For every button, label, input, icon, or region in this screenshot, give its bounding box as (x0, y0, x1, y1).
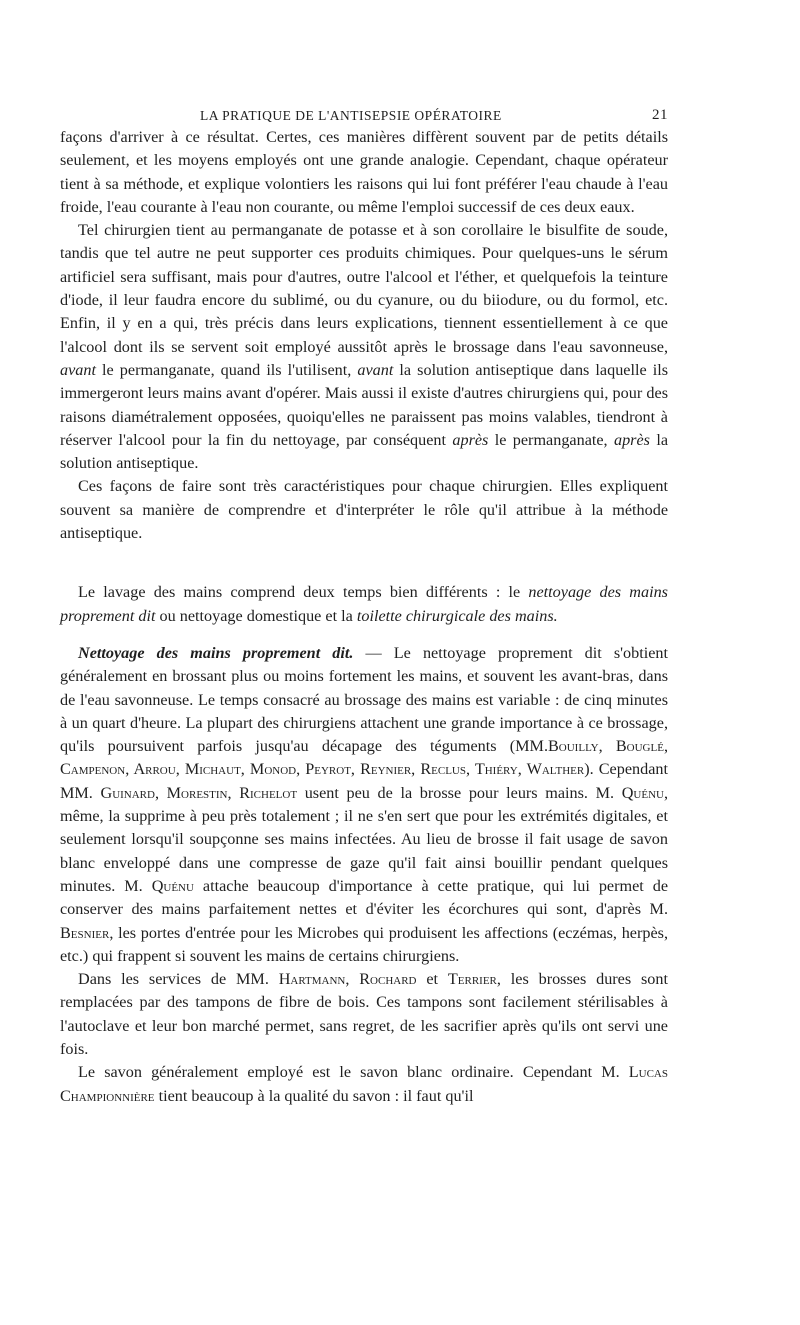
paragraph-5: Nettoyage des mains proprement dit. — Le nettoyage proprement dit s'obtient généralement en brossant plus ou moins fortement les mains, et souvent les avant-bras, dans de l'eau savonneuse. Le temps consacré au brossage des mains est variable : de cinq minutes à un quart d'heure. La plupart des chirurgiens attachent une grande importance à ce brossage, qu'ils poursuivent parfois jusqu'au décapage des téguments (MM.Bouilly, Bouglé, Campenon, Arrou, Michaut, Monod, Peyrot, Reynier, Reclus, Thiéry, Walther). Cependant MM. Guinard, Morestin, Richelot usent peu de la brosse pour leurs mains. M. Quénu, même, la supprime à peu près totalement ; il ne s'en sert que pour les extrémités digitales, et seulement lorsqu'il soupçonne ses mains infectées. Au lieu de brosse il fait usage de savon blanc enveloppé dans une compresse de gaze qu'il fait ainsi bouillir pendant quelques minutes. M. Quénu attache beaucoup d'importance à cette pratique, qui lui permet de conserver des mains parfaitement nettes et d'éviter les écorchures qui sont, d'après M. Besnier, les portes d'entrée pour les Microbes qui produisent les affections (eczémas, herpès, etc.) qui frappent si souvent les mains de certains chirurgiens. (60, 643, 669, 965)
paragraph-6: Dans les services de MM. Hartmann, Rochard et Terrier, les brosses dures sont remplacées par des tampons de fibre de bois. Ces tampons sont facilement stérilisables à l'autoclave et leur bon marché permet, sans regret, de les sacrifier après qu'ils ont servi une fois. (60, 970, 668, 1058)
section-heading: Nettoyage des mains proprement dit. (78, 643, 354, 662)
paragraph-1: façons d'arriver à ce résultat. Certes, ces manières diffèrent souvent par de petits détails seulement, et les moyens employés ont une grande analogie. Cependant, chaque opérateur tient à sa méthode, et explique volontiers les raisons qui lui font préférer l'eau chaude à l'eau froide, l'eau courante à l'eau non courante, ou même l'emploi successif de ces deux eaux. (60, 128, 668, 216)
paragraph-4: Le lavage des mains comprend deux temps bien différents : le nettoyage des mains proprement dit ou nettoyage domestique et la toilette chirurgicale des mains. (60, 583, 668, 625)
page-number: 21 (652, 107, 668, 123)
paragraph-gap (60, 628, 668, 642)
running-header (60, 100, 668, 126)
document-page (60, 100, 668, 1108)
paragraph-2: Tel chirurgien tient au permanganate de potasse et à son corollaire le bisulfite de soude, tandis que tel autre ne peut supporter ces produits chimiques. Pour quelques-uns le sérum artificiel sera suffisant, mais pour d'autres, outre l'alcool et l'éther, et quelquefois la teinture d'iode, il leur faudra encore du sublimé, ou du cyanure, ou du biiodure, ou du formol, etc. Enfin, il y en a qui, très précis dans leurs explications, tiennent essentiellement à ce que l'alcool dont ils se servent soit employé aussitôt après le brossage dans l'eau savonneuse, avant le permanganate, quand ils l'utilisent, avant la solution antiseptique dans laquelle ils immergeront leurs mains avant d'opérer. Mais aussi il existe d'autres chirurgiens qui, pour des raisons diamétralement opposées, quoiqu'elles ne paraissent pas moins valables, tiendront à réserver l'alcool pour la fin du nettoyage, par conséquent après le permanganate, après la solution antiseptique. (60, 221, 669, 473)
section-gap (60, 545, 668, 581)
paragraph-7: Le savon généralement employé est le savon blanc ordinaire. Cependant M. Lucas Championnière tient beaucoup à la qualité du savon : il faut qu'il (60, 1063, 668, 1105)
running-title: LA PRATIQUE DE L'ANTISEPSIE OPÉRATOIRE (200, 108, 502, 123)
paragraph-3: Ces façons de faire sont très caractéristiques pour chaque chirurgien. Elles expliquent souvent sa manière de comprendre et d'interpréter le rôle qu'il attribue à la méthode antiseptique. (60, 477, 668, 543)
